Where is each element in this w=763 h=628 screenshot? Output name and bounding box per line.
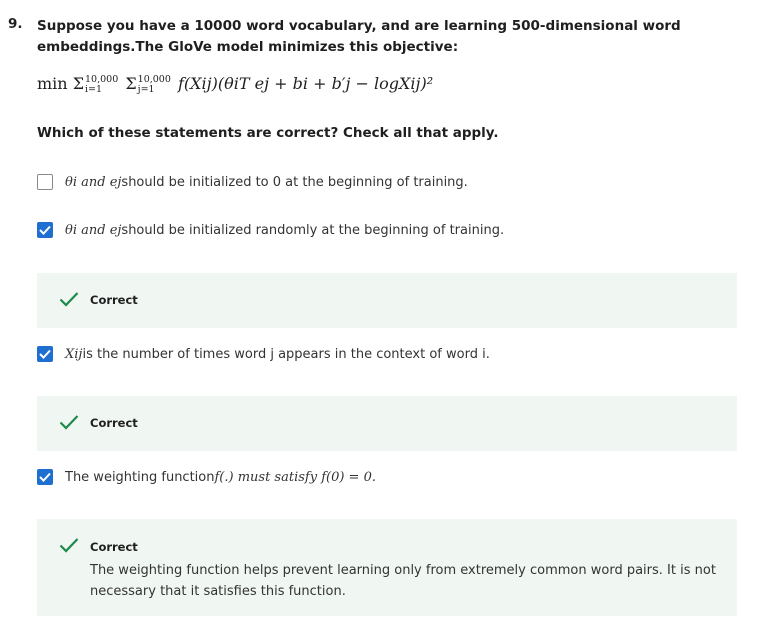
sum-j-upper: 10,000 bbox=[137, 73, 171, 85]
correct-check-icon bbox=[59, 537, 79, 553]
checkmark-icon bbox=[39, 349, 51, 359]
formula-body: f(Xij)(θiT ej + bi + b′j − logXij)² bbox=[178, 74, 434, 93]
checkbox-unchecked[interactable] bbox=[37, 174, 53, 190]
option-3-math: Xij bbox=[65, 346, 83, 362]
option-1-text: should be initialized to 0 at the beginning of training. bbox=[121, 174, 468, 190]
checkbox-checked[interactable] bbox=[37, 222, 53, 238]
sum-i bbox=[73, 74, 119, 95]
checkbox-checked[interactable] bbox=[37, 469, 53, 485]
checkmark-icon bbox=[39, 225, 51, 235]
feedback-explanation: The weighting function helps prevent learning only from extremely common word pairs. It is not necessary that it satisfies this function. bbox=[90, 563, 716, 599]
option-4-text: The weighting function bbox=[65, 469, 215, 485]
option-2-text: should be initialized randomly at the beginning of training. bbox=[121, 222, 505, 238]
feedback-correct bbox=[37, 519, 737, 616]
feedback-correct bbox=[37, 396, 737, 451]
option-1-math: θi and ej bbox=[65, 174, 122, 190]
formula-min: min bbox=[37, 74, 68, 93]
sum-i-lower: i=1 bbox=[85, 83, 103, 95]
feedback-label: Correct bbox=[90, 293, 138, 307]
sigma-symbol: Σ bbox=[72, 74, 84, 93]
option-2[interactable] bbox=[37, 222, 504, 238]
option-4[interactable] bbox=[37, 469, 376, 485]
checkmark-icon bbox=[39, 472, 51, 482]
question-prompt: Which of these statements are correct? Check all that apply. bbox=[37, 125, 499, 141]
question-number: 9. bbox=[8, 16, 23, 32]
feedback-correct bbox=[37, 273, 737, 328]
option-2-math: θi and ej bbox=[65, 222, 122, 238]
correct-check-icon bbox=[59, 414, 79, 430]
sigma-symbol: Σ bbox=[125, 74, 137, 93]
feedback-label: Correct bbox=[90, 540, 138, 554]
sum-j-lower: j=1 bbox=[137, 83, 155, 95]
checkbox-checked[interactable] bbox=[37, 346, 53, 362]
option-3[interactable] bbox=[37, 346, 490, 362]
feedback-label: Correct bbox=[90, 416, 138, 430]
option-3-text: is the number of times word j appears in the context of word i. bbox=[82, 346, 490, 362]
question-title: Suppose you have a 10000 word vocabulary, and are learning 500-dimensional word embeddings.The GloVe model minimizes this objective: bbox=[37, 18, 681, 55]
sum-i-upper: 10,000 bbox=[85, 73, 119, 85]
objective-formula bbox=[37, 74, 433, 95]
correct-check-icon bbox=[59, 291, 79, 307]
option-1[interactable] bbox=[37, 174, 468, 190]
sum-j bbox=[125, 74, 171, 95]
option-4-math: f(.) must satisfy f(0) = 0. bbox=[214, 469, 376, 485]
